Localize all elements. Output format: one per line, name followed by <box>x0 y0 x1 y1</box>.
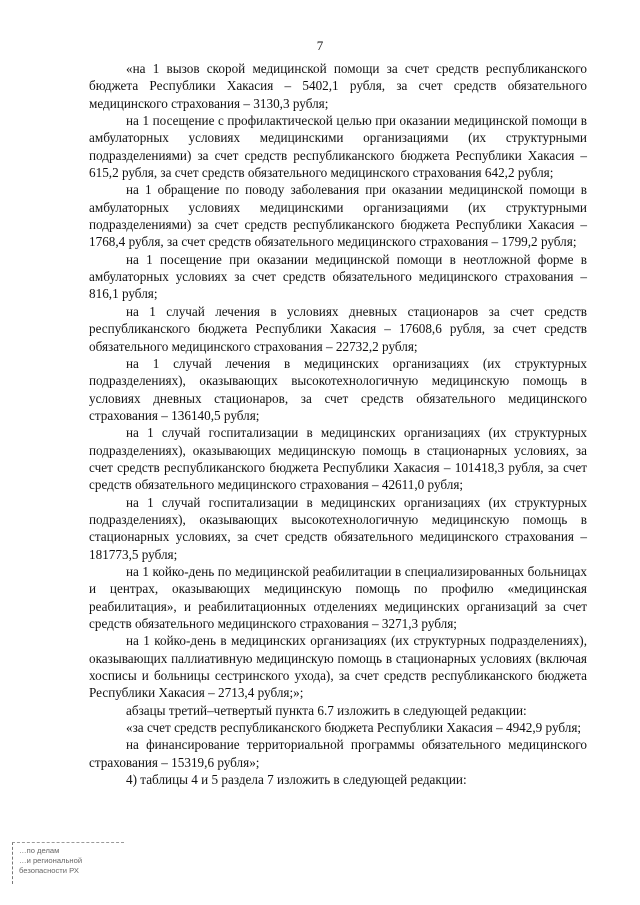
paragraph: на 1 посещение с профилактической целью при оказании медицинской помощи в амбулаторных условиях медицинскими организациями (их структурными подразделениями) за счет средств республиканского бюджета Республики Хакасия – 615,2 рубля, за счет средств обязательного медицинского страхования 642,2 рубля; <box>89 113 587 181</box>
paragraph: «на 1 вызов скорой медицинской помощи за счет средств республиканского бюджета Республики Хакасия – 5402,1 рубля, за счет средств обязательного медицинского страхования – 3130,3 рубля; <box>89 61 587 111</box>
stamp-line: …по делам <box>19 846 60 855</box>
paragraph: на 1 случай госпитализации в медицинских организациях (их структурных подразделениях), оказывающих медицинскую помощь в стационарных условиях, за счет средств республиканского бюджета Республики Хакасия – 101418,3 рубля, за счет средств обязательного медицинского страхования – 42611,0 рубля; <box>89 425 587 493</box>
stamp-line: …и региональной <box>19 856 83 865</box>
paragraph: на 1 случай лечения в условиях дневных стационаров за счет средств республиканского бюджета Республики Хакасия – 17608,6 рубля, за счет средств обязательного медицинского страхования – 22732,2 рубля; <box>89 303 587 354</box>
paragraph: на 1 обращение по поводу заболевания при оказании медицинской помощи в амбулаторных условиях медицинскими организациями (их структурными подразделениями) за счет средств республиканского бюджета Республики Хакасия – 1768,4 рубля, за счет средств обязательного медицинского страхования – 1799,2 рубля; <box>89 182 587 250</box>
page-number: 7 <box>316 38 324 53</box>
paragraph: на финансирование территориальной программы обязательного медицинского страхования – 15319,6 рубля»; <box>89 737 587 770</box>
document-body <box>89 60 587 788</box>
paragraph: абзацы третий–четвертый пункта 6.7 изложить в следующей редакции: <box>126 702 527 718</box>
paragraph: на 1 случай лечения в медицинских организациях (их структурных подразделениях), оказывающих высокотехнологичную медицинскую помощь в условиях дневных стационаров, за счет средств обязательного медицинского страхования – 136140,5 рубля; <box>89 355 587 423</box>
paragraph: на 1 койко-день в медицинских организациях (их структурных подразделениях), оказывающих паллиативную медицинскую помощь в стационарных условиях (включая хосписы и больницы сестринского ухода), за счет средств республиканского бюджета Республики Хакасия – 2713,4 рубля;»; <box>89 633 587 701</box>
paragraph: «за счет средств республиканского бюджета Республики Хакасия – 4942,9 рубля; <box>126 720 582 736</box>
stamp-line: безопасности РХ <box>19 866 79 875</box>
paragraph: на 1 койко-день по медицинской реабилитации в специализированных больницах и центрах, оказывающих медицинскую помощь по профилю «медицинская реабилитация», и реабилитационных отделениях медицинских организаций за счет средств обязательного медицинского страхования – 3271,3 рубля; <box>89 563 587 631</box>
paragraph: на 1 случай госпитализации в медицинских организациях (их структурных подразделениях), оказывающих высокотехнологичную медицинскую помощь в стационарных условиях, за счет средств обязательного медицинского страхования – 181773,5 рубля; <box>89 494 587 562</box>
paragraph: 4) таблицы 4 и 5 раздела 7 изложить в следующей редакции: <box>126 772 467 788</box>
registry-stamp <box>12 842 124 884</box>
paragraph: на 1 посещение при оказании медицинской помощи в неотложной форме в амбулаторных условиях за счет средств обязательного медицинского страхования – 816,1 рубля; <box>89 251 587 302</box>
